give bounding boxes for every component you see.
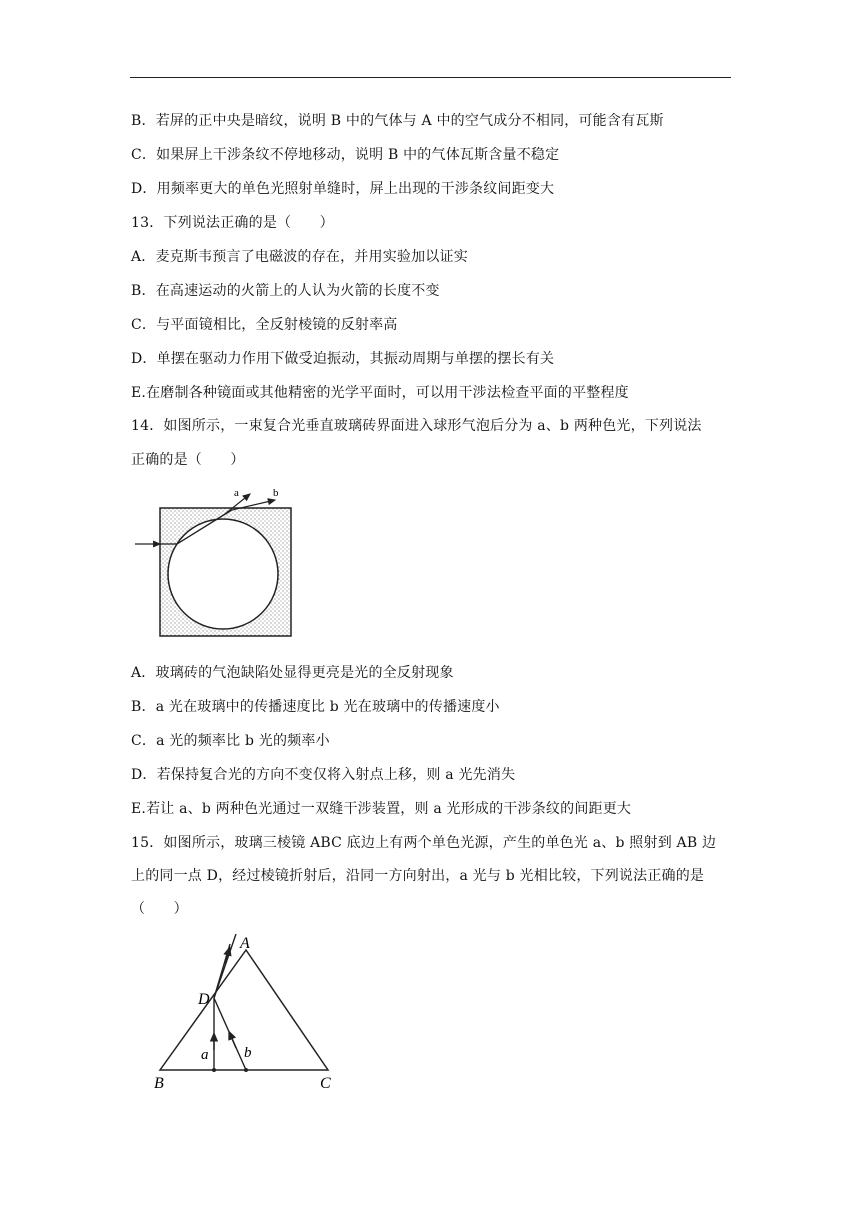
q14-figure-bubble: [130, 478, 305, 643]
ray-b-arrow: [230, 1034, 236, 1048]
q14-stem-line1: 14．如图所示，一束复合光垂直玻璃砖界面进入球形气泡后分为 a、b 两种色光，下列说法: [131, 418, 702, 434]
vertex-b-label: B: [154, 1075, 164, 1092]
label-b: b: [273, 487, 279, 499]
vertex-a-label: A: [240, 935, 250, 952]
q14-option-b: B．a 光在玻璃中的传播速度比 b 光在玻璃中的传播速度小: [131, 699, 500, 715]
vertex-c-label: C: [320, 1075, 331, 1092]
q13-option-e: E.在磨制各种镜面或其他精密的光学平面时，可以用干涉法检查平面的平整程度: [131, 385, 629, 401]
q14-option-e: E.若让 a、b 两种色光通过一双缝干涉装置，则 a 光形成的干涉条纹的间距更大: [131, 801, 632, 817]
q14-option-c: C．a 光的频率比 b 光的频率小: [131, 733, 330, 749]
point-d-label: D: [198, 991, 210, 1008]
q13-option-b: B．在高速运动的火箭上的人认为火箭的长度不变: [131, 283, 440, 299]
q13-stem: 13．下列说法正确的是（ ）: [131, 215, 334, 231]
prev-option-d: D．用频率更大的单色光照射单缝时，屏上出现的干涉条纹间距变大: [131, 181, 555, 197]
source-a-dot: [212, 1068, 216, 1072]
q15-figure-prism: [150, 928, 350, 1098]
q15-stem-line1: 15．如图所示，玻璃三棱镜 ABC 底边上有两个单色光源，产生的单色光 a、b 照射到 AB 边: [131, 835, 717, 851]
air-bubble: [168, 519, 278, 629]
q14-option-a: A．玻璃砖的气泡缺陷处显得更亮是光的全反射现象: [131, 665, 454, 681]
q13-option-a: A．麦克斯韦预言了电磁波的存在，并用实验加以证实: [131, 249, 468, 265]
label-a: a: [234, 487, 239, 499]
q15-stem-line2: 上的同一点 D，经过棱镜折射后，沿同一方向射出，a 光与 b 光相比较，下列说法正确的是: [131, 868, 705, 884]
prev-option-b: B．若屏的正中央是暗纹，说明 B 中的气体与 A 中的空气成分不相同，可能含有瓦斯: [131, 113, 664, 129]
q13-option-c: C．与平面镜相比，全反射棱镜的反射率高: [131, 317, 398, 333]
source-b-dot: [244, 1068, 248, 1072]
q13-option-d: D．单摆在驱动力作用下做受迫振动，其振动周期与单摆的摆长有关: [131, 351, 555, 367]
prev-option-c: C．如果屏上干涉条纹不停地移动，说明 B 中的气体瓦斯含量不稳定: [131, 147, 560, 163]
header-rule: [130, 77, 731, 78]
q15-stem-line3: （ ）: [131, 901, 188, 917]
ray-b-label: b: [244, 1045, 252, 1061]
q14-stem-line2: 正确的是（ ）: [131, 452, 245, 468]
emergent-ray-2: [214, 934, 236, 998]
q14-option-d: D．若保持复合光的方向不变仅将入射点上移，则 a 光先消失: [131, 767, 516, 783]
ray-a-label: a: [201, 1047, 209, 1063]
